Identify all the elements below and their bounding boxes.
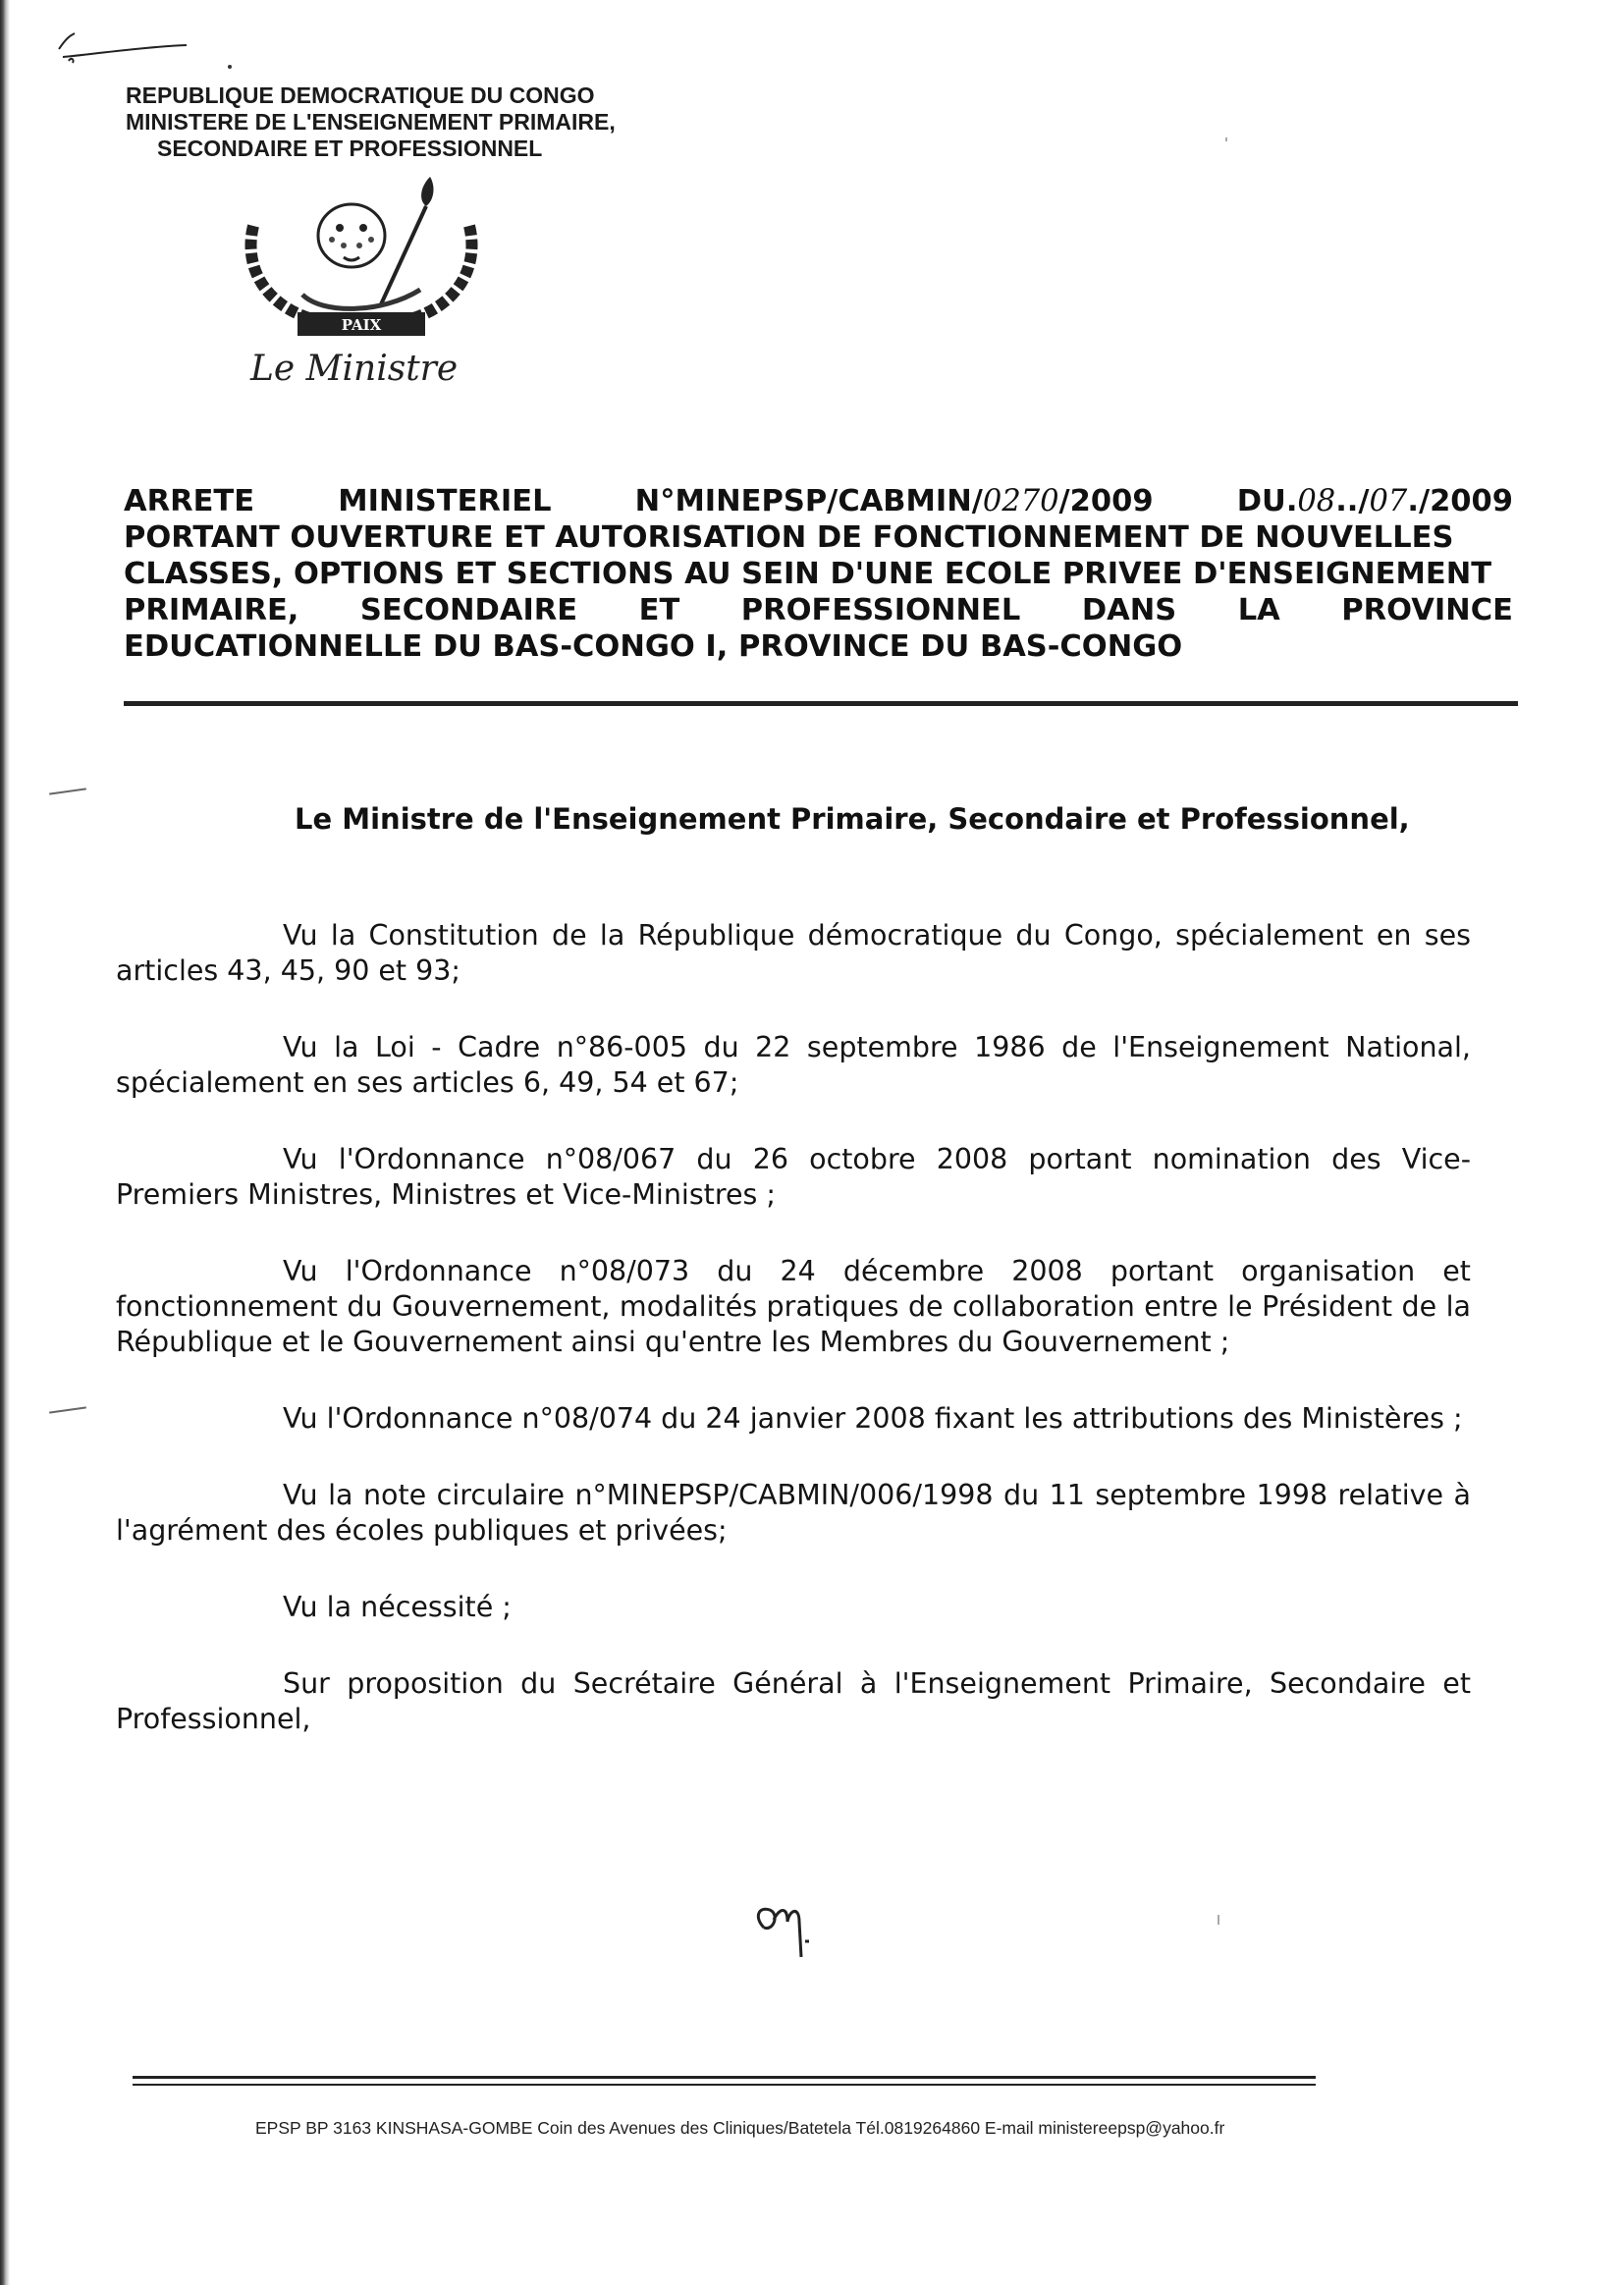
letterhead	[126, 82, 616, 162]
minister-signature-label: Le Ministre	[250, 349, 459, 389]
coat-of-arms-emblem	[234, 167, 489, 344]
decree-title-line-5: EDUCATIONNELLE DU BAS-CONGO I, PROVINCE DU BAS-CONGO	[124, 629, 1183, 664]
title-word: ET	[638, 593, 680, 627]
decree-title	[124, 483, 1513, 665]
scan-edge-shadow	[0, 0, 10, 2285]
title-word: PROFESSIONNEL	[740, 593, 1021, 627]
preamble-paragraph: Vu l'Ordonnance n°08/067 du 26 octobre 2008 portant nomination des Vice-Premiers Ministres, Ministres et Vice-Ministres ;	[116, 1143, 1471, 1211]
margin-mark	[49, 1406, 86, 1413]
decree-title-line-3: CLASSES, OPTIONS ET SECTIONS AU SEIN D'UNE ECOLE PRIVEE D'ENSEIGNEMENT	[124, 557, 1492, 591]
title-word: PRIMAIRE,	[124, 593, 299, 627]
decree-title-line-2: PORTANT OUVERTURE ET AUTORISATION DE FONCTIONNEMENT DE NOUVELLES	[124, 520, 1454, 555]
preamble	[116, 918, 1471, 1778]
footer-contact: EPSP BP 3163 KINSHASA-GOMBE Coin des Avenues des Cliniques/Batetela Tél.0819264860 E-mail ministereepsp@yahoo.fr	[255, 2118, 1225, 2138]
title-word: SECONDAIRE	[359, 593, 578, 627]
title-word: PROVINCE	[1341, 593, 1513, 627]
decree-word-arrete: ARRETE	[124, 484, 255, 518]
footer-divider-bottom	[133, 2084, 1316, 2086]
handwritten-scribble	[49, 27, 236, 77]
preamble-paragraph: Vu la note circulaire n°MINEPSP/CABMIN/006/1998 du 11 septembre 1998 relative à l'agrément des écoles publiques et privées;	[116, 1479, 1471, 1547]
title-word: DANS	[1081, 593, 1177, 627]
letterhead-ministry: MINISTERE DE L'ENSEIGNEMENT PRIMAIRE,	[126, 109, 616, 135]
emblem-banner-text: PAIX	[341, 316, 382, 334]
handwritten-initials	[744, 1898, 852, 1967]
decree-title-line-4	[124, 592, 1513, 628]
preamble-paragraph: Vu la nécessité ;	[283, 1591, 512, 1623]
title-divider	[124, 701, 1518, 706]
decree-title-line-1	[124, 483, 1513, 519]
minister-heading: Le Ministre de l'Enseignement Primaire, Secondaire et Professionnel,	[295, 802, 1410, 836]
handwritten-decree-number: 0270	[982, 484, 1059, 518]
preamble-paragraph: Vu l'Ordonnance n°08/073 du 24 décembre 2008 portant organisation et fonctionnement du Gouvernement, modalités pratiques de collaboration entre le Président de la République et le Gouvernement ainsi qu'entre les Membres du Gouvernement ;	[116, 1255, 1471, 1358]
decree-reference: N°MINEPSP/CABMIN/0270/2009	[634, 484, 1154, 518]
preamble-paragraph: Sur proposition du Secrétaire Général à l'Enseignement Primaire, Secondaire et Professionnel,	[116, 1667, 1471, 1735]
decree-word-ministeriel: MINISTERIEL	[338, 484, 552, 518]
scan-artifact	[1218, 1915, 1219, 1925]
footer-divider-top	[133, 2076, 1316, 2079]
decree-date: DU.08../07./2009	[1236, 484, 1513, 518]
letterhead-ministry-cont: SECONDAIRE ET PROFESSIONNEL	[157, 136, 543, 161]
handwritten-month: 07	[1369, 484, 1408, 518]
letterhead-country: REPUBLIQUE DEMOCRATIQUE DU CONGO	[126, 82, 595, 108]
preamble-paragraph: Vu la Loi - Cadre n°86-005 du 22 septembre 1986 de l'Enseignement National, spécialement en ses articles 6, 49, 54 et 67;	[116, 1031, 1471, 1099]
handwritten-day: 08	[1297, 484, 1336, 518]
scan-artifact	[1225, 137, 1227, 141]
preamble-paragraph: Vu l'Ordonnance n°08/074 du 24 janvier 2008 fixant les attributions des Ministères ;	[283, 1402, 1463, 1435]
margin-mark	[49, 788, 86, 794]
preamble-paragraph: Vu la Constitution de la République démocratique du Congo, spécialement en ses articles 43, 45, 90 et 93;	[116, 919, 1471, 987]
title-word: LA	[1237, 593, 1280, 627]
